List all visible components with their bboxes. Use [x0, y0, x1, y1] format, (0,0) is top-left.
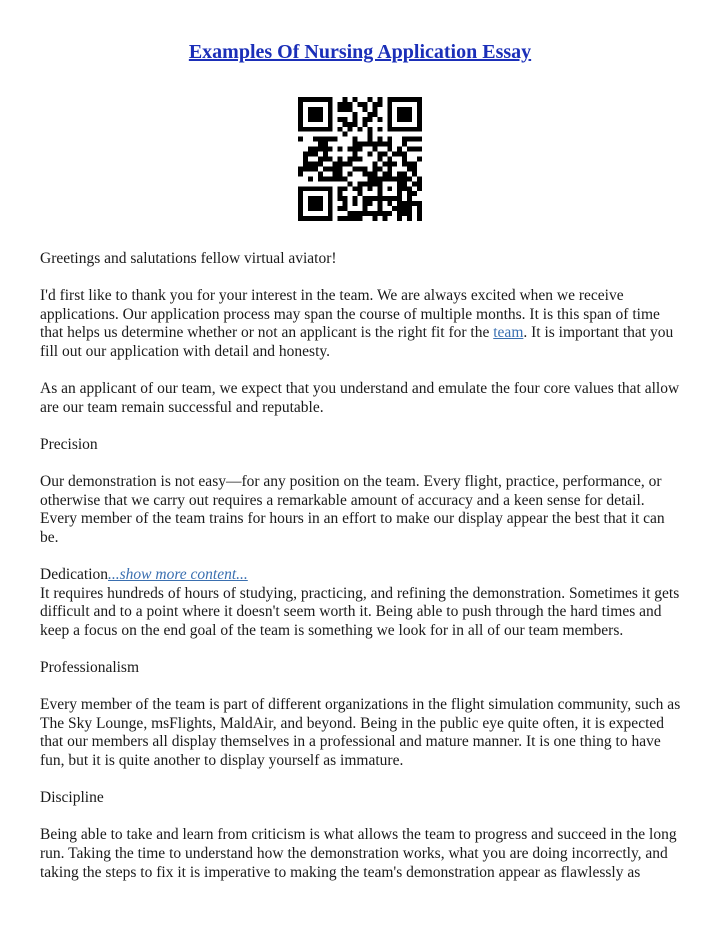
dedication-heading: Dedication	[40, 566, 109, 584]
greeting-paragraph: Greetings and salutations fellow virtual aviator!	[40, 250, 337, 267]
dedication-heading-line	[40, 566, 685, 585]
intro-text-start: I'd first like to thank you for your interest in the team. We are always excited when we receive applications. Our application process may span the course of multiple months. It is this span of time that helps us determine whether or not an applicant is the right fit for the	[40, 287, 660, 342]
precision-heading: Precision	[40, 435, 98, 453]
core-values-paragraph: As an applicant of our team, we expect that you understand and emulate the four core values that allow are our team remain successful and reputable.	[40, 380, 680, 416]
discipline-heading: Discipline	[40, 789, 104, 807]
document-body	[40, 250, 685, 901]
precision-paragraph: Our demonstration is not easy—for any position on the team. Every flight, practice, performance, or otherwise that we carry out requires a remarkable amount of accuracy and a keen sense for detail. Every member of the team trains for hours in an effort to make our display appear the best that it can be.	[40, 473, 665, 546]
professionalism-paragraph: Every member of the team is part of different organizations in the flight simulation community, such as The Sky Lounge, msFlights, MaldAir, and beyond. Being in the public eye quite often, it is expected that our members all display themselves in a professional and mature manner. It is one thing to have fun, but it is quite another to display yourself as immature.	[40, 696, 681, 770]
professionalism-heading: Professionalism	[40, 659, 140, 677]
show-more-link[interactable]: ...show more content...	[108, 566, 248, 584]
intro-paragraph	[40, 287, 685, 361]
dedication-paragraph: It requires hundreds of hours of studying, practicing, and refining the demonstration. Sometimes it gets difficult and to a point where it doesn't seem worth it. Being able to push through the hard times and keep a focus on the end goal of the team is something we look for in all of our team members.	[40, 584, 680, 639]
qr-code-icon	[298, 97, 422, 221]
team-link[interactable]: team	[493, 324, 524, 342]
document-title[interactable]: Examples Of Nursing Application Essay	[188, 41, 532, 63]
discipline-paragraph: Being able to take and learn from criticism is what allows the team to progress and succeed in the long run. Taking the time to understand how the demonstration works, what you are doing incorrectly, and taking the steps to fix it is imperative to making the team's demonstration appear as flawlessly as	[40, 826, 677, 881]
intro-text-end: . It is important that you fill out our application with detail and honesty.	[40, 324, 674, 360]
